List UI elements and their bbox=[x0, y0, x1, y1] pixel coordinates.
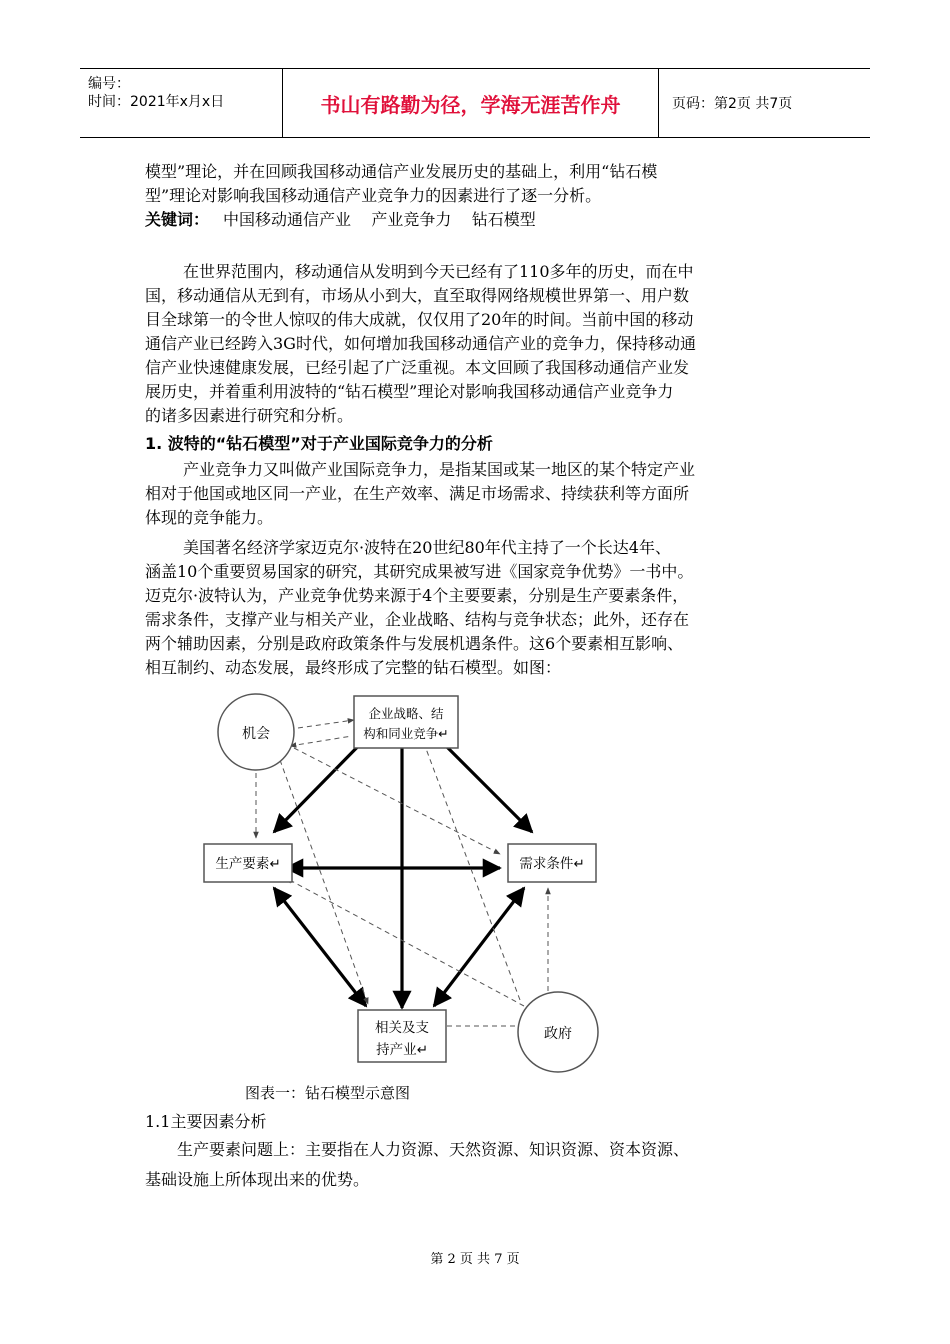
intro-line-1: 在世界范围内，移动通信从发明到今天已经有了110多年的历史，而在中 bbox=[183, 262, 694, 281]
header-page-info bbox=[664, 69, 870, 137]
page-info-text: 页码：第2页 共7页 bbox=[672, 96, 793, 112]
strategy-label-1: 企业战略、结 bbox=[368, 706, 444, 721]
subsection-line-2: 基础设施上所体现出来的优势。 bbox=[145, 1170, 370, 1189]
intro-line-4: 通信产业已经跨入3G时代，如何增加我国移动通信产业的竞争力，保持移动通 bbox=[145, 334, 696, 353]
footer-page-number: 第 2 页 共 7 页 bbox=[430, 1252, 520, 1267]
strategy-label-2: 构和同业竞争↵ bbox=[363, 726, 449, 741]
keywords-line bbox=[145, 208, 810, 232]
factors-label: 生产要素↵ bbox=[215, 856, 281, 872]
section-1-heading: 1. 波特的“钻石模型”对于产业国际竞争力的分析 bbox=[145, 434, 493, 453]
diamond-model-diagram bbox=[190, 688, 610, 1073]
arrow-demand-related bbox=[434, 888, 524, 1006]
related-label-2: 持产业↵ bbox=[376, 1042, 428, 1058]
demand-label: 需求条件↵ bbox=[519, 856, 585, 872]
keywords-items: 中国移动通信产业 产业竞争力 钻石模型 bbox=[223, 210, 536, 229]
section-1-para1-line-1: 产业竞争力又叫做产业国际竞争力，是指某国或某一地区的某个特定产业 bbox=[183, 460, 696, 479]
intro-line-2: 国，移动通信从无到有，市场从小到大，直至取得网络规模世界第一、用户数 bbox=[145, 286, 690, 305]
chance-label: 机会 bbox=[242, 726, 270, 742]
abstract-line-2: 型”理论对影响我国移动通信产业竞争力的因素进行了逐一分析。 bbox=[145, 186, 602, 205]
section-1-para1-line-3: 体现的竞争能力。 bbox=[145, 508, 274, 527]
related-label-1: 相关及支 bbox=[375, 1020, 429, 1036]
dashed-chance-demand bbox=[294, 748, 500, 854]
document-number-label: 编号： bbox=[88, 76, 130, 92]
section-1-para2-line-2: 涵盖10个重要贸易国家的研究，其研究成果被写进《国家竞争优势》一书中。 bbox=[145, 562, 694, 581]
document-date: 时间：2021年x月x日 bbox=[88, 94, 225, 110]
intro-line-5: 信产业快速健康发展，已经引起了广泛重视。本文回顾了我国移动通信产业发 bbox=[145, 358, 690, 377]
intro-line-3: 目全球第一的令世人惊叹的伟大成就，仅仅用了20年的时间。当前中国的移动 bbox=[145, 310, 694, 329]
intro-line-6: 展历史，并着重利用波特的“钻石模型”理论对影响我国移动通信产业竞争力 bbox=[145, 382, 674, 401]
dashed-chance-strategy bbox=[298, 720, 354, 728]
section-1-para2-line-4: 需求条件，支撑产业与相关产业，企业战略、结构与竞争状态；此外，还存在 bbox=[145, 610, 690, 629]
keywords-label: 关键词： bbox=[145, 210, 210, 229]
abstract-line-1: 模型”理论，并在回顾我国移动通信产业发展历史的基础上，利用“钻石模 bbox=[145, 162, 658, 181]
subsection-heading: 1.1主要因素分析 bbox=[145, 1112, 267, 1131]
arrow-factors-related bbox=[274, 888, 366, 1006]
dashed-strategy-chance bbox=[290, 736, 352, 746]
section-1-para2-line-5: 两个辅助因素，分别是政府政策条件与发展机遇条件。这6个要素相互影响、 bbox=[145, 634, 684, 653]
page-footer bbox=[0, 1248, 950, 1267]
dashed-government-factors bbox=[286, 878, 524, 1006]
figure-caption: 图表一：钻石模型示意图 bbox=[245, 1084, 411, 1102]
section-1-para2-line-6: 相互制约、动态发展，最终形成了完整的钻石模型。如图： bbox=[145, 658, 562, 677]
intro-line-7: 的诸多因素进行研究和分析。 bbox=[145, 406, 354, 425]
header-meta-cell bbox=[80, 69, 283, 137]
header-motto: 书山有路勤为径，学海无涯苦作舟 bbox=[283, 69, 659, 137]
government-label: 政府 bbox=[544, 1026, 572, 1042]
section-1-para2-line-3: 迈克尔·波特认为，产业竞争优势来源于4个主要要素，分别是生产要素条件， bbox=[145, 586, 689, 605]
subsection-line-1: 生产要素问题上：主要指在人力资源、天然资源、知识资源、资本资源、 bbox=[177, 1140, 690, 1159]
section-1-para2-line-1: 美国著名经济学家迈克尔·波特在20世纪80年代主持了一个长达4年、 bbox=[183, 538, 671, 557]
header-table bbox=[80, 68, 870, 138]
section-1-para1-line-2: 相对于他国或地区同一产业，在生产效率、满足市场需求、持续获利等方面所 bbox=[145, 484, 690, 503]
